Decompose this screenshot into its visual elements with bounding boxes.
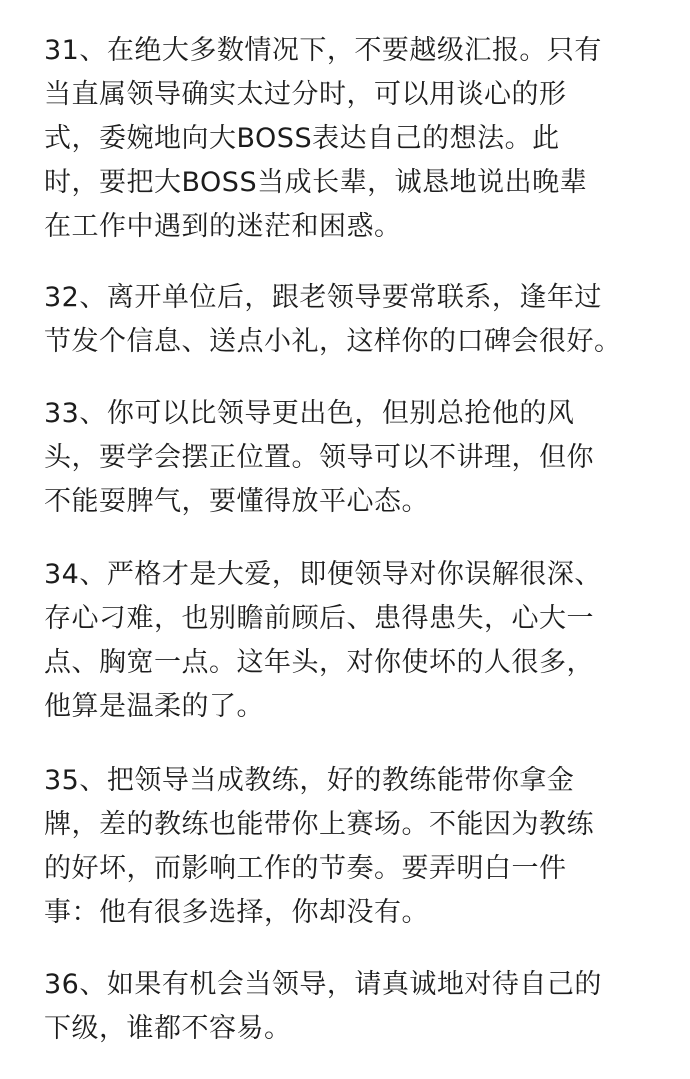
- text-line: 34、严格才是大爱，即便领导对你误解很深、: [44, 559, 602, 590]
- text-line: 当直属领导确实太过分时，可以用谈心的形: [44, 79, 567, 110]
- text-line: 36、如果有机会当领导，请真诚地对待自己的: [44, 969, 602, 1000]
- text-line: 事：他有很多选择，你却没有。: [44, 897, 429, 928]
- text-line: 存心刁难，也别瞻前顾后、患得患失，心大一: [44, 603, 594, 634]
- text-line: 不能耍脾气，要懂得放平心态。: [44, 486, 429, 517]
- text-line: 点、胸宽一点。这年头，对你使坏的人很多，: [44, 647, 594, 678]
- text-line: 他算是温柔的了。: [44, 691, 264, 722]
- paragraph-33: [44, 392, 684, 524]
- text-line: 32、离开单位后，跟老领导要常联系，逢年过: [44, 282, 602, 313]
- text-line: 时，要把大BOSS当成长辈，诚恳地说出晚辈: [44, 167, 588, 198]
- text-line: 下级，谁都不容易。: [44, 1013, 292, 1044]
- text-line: 的好坏，而影响工作的节奏。要弄明白一件: [44, 853, 567, 884]
- text-line: 33、你可以比领导更出色，但别总抢他的风: [44, 398, 575, 429]
- text-line: 31、在绝大多数情况下，不要越级汇报。只有: [44, 35, 602, 66]
- text-line: 节发个信息、送点小礼，这样你的口碑会很好。: [44, 326, 622, 357]
- text-line: 35、把领导当成教练，好的教练能带你拿金: [44, 765, 575, 796]
- paragraph-34: [44, 553, 684, 729]
- text-line: 头，要学会摆正位置。领导可以不讲理，但你: [44, 442, 594, 473]
- text-line: 在工作中遇到的迷茫和困惑。: [44, 211, 402, 242]
- paragraph-36: [44, 963, 684, 1051]
- text-line: 牌，差的教练也能带你上赛场。不能因为教练: [44, 809, 594, 840]
- text-line: 式，委婉地向大BOSS表达自己的想法。此: [44, 123, 560, 154]
- paragraph-32: [44, 276, 684, 364]
- paragraph-35: [44, 759, 684, 935]
- paragraph-31: [44, 29, 684, 249]
